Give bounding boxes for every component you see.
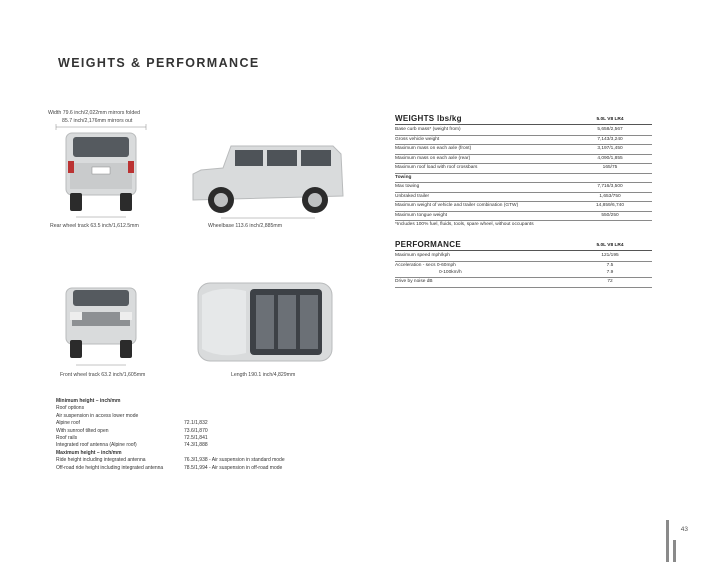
- weights-table: [395, 114, 652, 234]
- heights-line: Roof rails: [56, 435, 78, 441]
- table-row: Base curb mass* (weight from) 5,658/2,567: [395, 125, 652, 136]
- heights-value: 73.6/1,870: [184, 427, 208, 434]
- heights-line: With sunroof tilted open: [56, 427, 109, 434]
- table-row: Maximum speed mph/kph 121/195: [395, 251, 652, 262]
- heights-value: 74.3/1,888: [184, 442, 208, 449]
- page-number: 43: [680, 526, 688, 533]
- decorative-bar: [666, 520, 669, 562]
- front-track-label: Front wheel track 63.2 inch/1,605mm: [60, 372, 146, 378]
- weights-footnote: *Includes 100% fuel, fluids, tools, spare wheel, without occupants: [395, 222, 534, 227]
- heights-line: Air suspension in access lower mode: [56, 412, 139, 419]
- performance-table: [395, 240, 652, 292]
- table-row-towing: Towing: [395, 173, 652, 184]
- heights-value: 76.3/1,938 - Air suspension in standard mode: [184, 457, 285, 464]
- performance-column-header: 5.0L V8 LR4: [596, 243, 624, 248]
- width-note-out: 85.7 inch/2,176mm mirrors out: [62, 118, 133, 124]
- heights-line: Maximum height – inch/mm: [56, 449, 122, 456]
- side-view-diagram: [183, 140, 353, 222]
- decorative-bar: [673, 540, 676, 562]
- front-view-diagram: [46, 272, 156, 370]
- table-row: Maximum roof load with roof crossbars 165/75: [395, 163, 652, 174]
- performance-heading: PERFORMANCE: [395, 240, 461, 249]
- heights-line: Minimum height – inch/mm: [56, 398, 121, 404]
- heights-list: [56, 398, 356, 478]
- table-row: Unbraked trailer 1,653/750: [395, 192, 652, 203]
- heights-value: 72.5/1,841: [184, 435, 208, 441]
- width-note-folded: Width 79.6 inch/2,022mm mirrors folded: [48, 110, 140, 116]
- heights-line: Ride height including integrated antenna: [56, 457, 146, 464]
- rear-track-label: Rear wheel track 63.5 inch/1,612.5mm: [50, 223, 139, 229]
- table-row: Maximum weight of vehicle and trailer combination (GTW) 14,859/6,740: [395, 201, 652, 212]
- top-view-diagram: [190, 275, 340, 371]
- heights-value: 72.1/1,832: [184, 420, 208, 427]
- heights-line: Roof options: [56, 405, 85, 412]
- table-row: Gross vehicle weight 7,143/3,240: [395, 135, 652, 146]
- page-title: WEIGHTS & PERFORMANCE: [58, 56, 260, 70]
- table-row: Maximum mass on each axle (rear) 4,090/1,855: [395, 154, 652, 165]
- weights-heading: WEIGHTS lbs/kg: [395, 114, 462, 123]
- length-label: Length 190.1 inch/4,829mm: [231, 372, 296, 378]
- weights-column-header: 5.0L V8 LR4: [596, 117, 624, 122]
- table-row: Maximum mass on each axle (front) 3,197/1,450: [395, 144, 652, 155]
- rear-view-diagram: [46, 123, 156, 223]
- wheelbase-label: Wheelbase 113.6 inch/2,885mm: [208, 223, 283, 229]
- table-row: Drive by noise dB 72: [395, 277, 652, 288]
- table-row: Maximum tongue weight 550/250: [395, 211, 652, 222]
- heights-line: Integrated roof antenna (Alpine roof): [56, 442, 137, 449]
- heights-line: Off-road ride height including integrated antenna: [56, 464, 164, 471]
- heights-line: Alpine roof: [56, 420, 80, 427]
- heights-value: 78.5/1,994 - Air suspension in off-road mode: [184, 464, 283, 471]
- table-row: Max towing 7,716/3,500: [395, 182, 652, 193]
- table-row-acceleration: Acceleration - secs 0-60mph 0-100km/h 7.5 7.9: [395, 261, 652, 278]
